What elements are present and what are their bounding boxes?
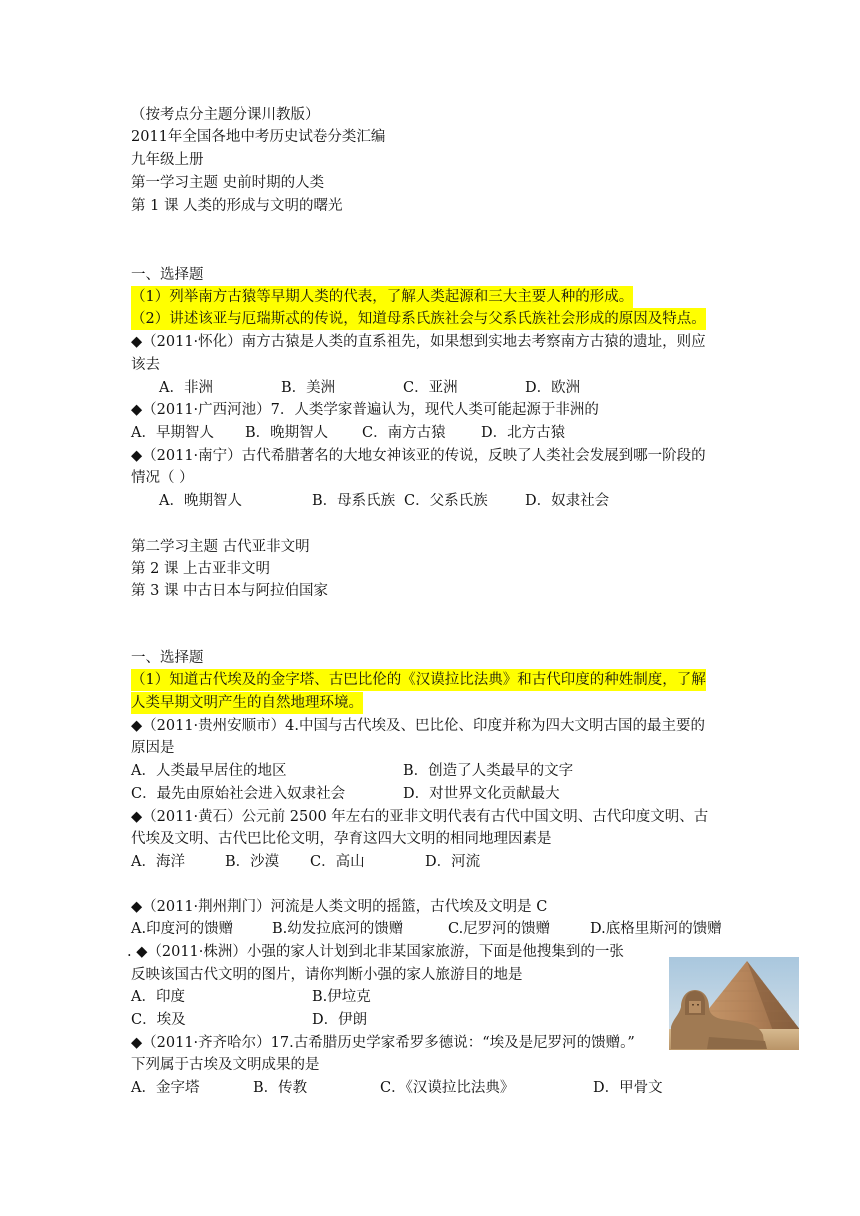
question-stem: ◆（2011·荆州荆门）河流是人类文明的摇篮，古代埃及文明是 C	[131, 899, 548, 915]
option-a: A．金字塔	[131, 1080, 200, 1096]
option-b: B．母系氏族	[312, 493, 396, 509]
question-stem: 下列属于古埃及文明成果的是	[131, 1057, 320, 1073]
option-b: B．沙漠	[225, 854, 280, 870]
question-stem: 原因是	[131, 740, 175, 756]
option-d: D．河流	[425, 854, 481, 870]
option-b: B．创造了人类最早的文字	[403, 763, 574, 779]
option-a: A．人类最早居住的地区	[131, 763, 287, 779]
theme2-title: 第二学习主题 古代亚非文明	[131, 539, 310, 555]
option-d: D．伊朗	[312, 1012, 368, 1028]
option-c: C．《汉谟拉比法典》	[380, 1080, 515, 1096]
option-a: A.印度河的馈赠	[131, 921, 234, 937]
option-d: D．奴隶社会	[525, 493, 610, 509]
question-stem: . ◆（2011·株洲）小强的家人计划到北非某国家旅游，下面是他搜集到的一张	[127, 944, 624, 960]
objective-highlight: 人类早期文明产生的自然地理环境。	[131, 692, 363, 714]
question-stem: 情况（ ）	[131, 470, 194, 486]
question-stem: ◆（2011·广西河池）7．人类学家普遍认为，现代人类可能起源于非洲的	[131, 402, 599, 418]
option-b: B．晚期智人	[245, 425, 329, 441]
question-stem: 代埃及文明、古代巴比伦文明，孕育这四大文明的相同地理因素是	[131, 831, 552, 847]
option-d: D．欧洲	[525, 380, 581, 396]
lesson3-title: 第 3 课 中古日本与阿拉伯国家	[131, 583, 329, 599]
question-stem: ◆（2011·怀化）南方古猿是人类的直系祖先，如果想到实地去考察南方古猿的遗址，则应	[131, 334, 706, 350]
option-d: D．对世界文化贡献最大	[403, 786, 560, 802]
option-c: C．最先由原始社会进入奴隶社会	[131, 786, 346, 802]
lesson1-title: 第 1 课 人类的形成与文明的曙光	[131, 198, 343, 214]
option-c: C．父系氏族	[404, 493, 488, 509]
section-heading: 一、选择题	[131, 650, 204, 666]
option-d: D．甲骨文	[593, 1080, 663, 1096]
option-d: D．北方古猿	[481, 425, 566, 441]
grade-label: 九年级上册	[131, 152, 204, 168]
option-c: C.尼罗河的馈赠	[448, 921, 551, 937]
option-a: A．晚期智人	[159, 493, 242, 509]
question-stem: ◆（2011·黄石）公元前 2500 年左右的亚非文明代表有古代中国文明、古代印度文明、古	[131, 809, 709, 825]
option-c: C．埃及	[131, 1012, 186, 1028]
option-c: C．南方古猿	[362, 425, 446, 441]
option-b: B.幼发拉底河的馈赠	[272, 921, 404, 937]
edition-note: （按考点分主题分课川教版）	[131, 107, 320, 123]
question-stem: ◆（2011·贵州安顺市）4.中国与古代埃及、巴比伦、印度并称为四大文明古国的最主要的	[131, 718, 705, 734]
option-c: C．亚洲	[403, 380, 458, 396]
question-stem: ◆（2011·南宁）古代希腊著名的大地女神该亚的传说，反映了人类社会发展到哪一阶段的	[131, 448, 706, 464]
option-a: A．印度	[131, 989, 185, 1005]
option-b: B.伊垃克	[312, 989, 371, 1005]
question-stem: 反映该国古代文明的图片，请你判断小强的家人旅游目的地是	[131, 967, 523, 983]
objective-highlight: （2）讲述该亚与厄瑞斯忒的传说，知道母系氏族社会与父系氏族社会形成的原因及特点。	[131, 308, 706, 330]
option-b: B．传教	[253, 1080, 308, 1096]
theme1-title: 第一学习主题 史前时期的人类	[131, 175, 325, 191]
option-d: D.底格里斯河的馈赠	[590, 921, 722, 937]
sphinx-pyramid-photo	[669, 957, 799, 1050]
option-a: A．非洲	[159, 380, 213, 396]
question-stem: ◆（2011·齐齐哈尔）17.古希腊历史学家希罗多德说：“埃及是尼罗河的馈赠。”	[131, 1035, 635, 1051]
objective-highlight: （1）知道古代埃及的金字塔、古巴比伦的《汉谟拉比法典》和古代印度的种姓制度，了解	[131, 669, 706, 691]
lesson2-title: 第 2 课 上古亚非文明	[131, 561, 271, 577]
option-b: B．美洲	[281, 380, 336, 396]
option-a: A．海洋	[131, 854, 185, 870]
option-a: A．早期智人	[131, 425, 214, 441]
option-c: C．高山	[310, 854, 365, 870]
document-title: 2011年全国各地中考历史试卷分类汇编	[131, 129, 386, 145]
objective-highlight: （1）列举南方古猿等早期人类的代表，了解人类起源和三大主要人种的形成。	[131, 286, 633, 308]
section-heading: 一、选择题	[131, 267, 204, 283]
question-stem: 该去	[131, 357, 160, 373]
